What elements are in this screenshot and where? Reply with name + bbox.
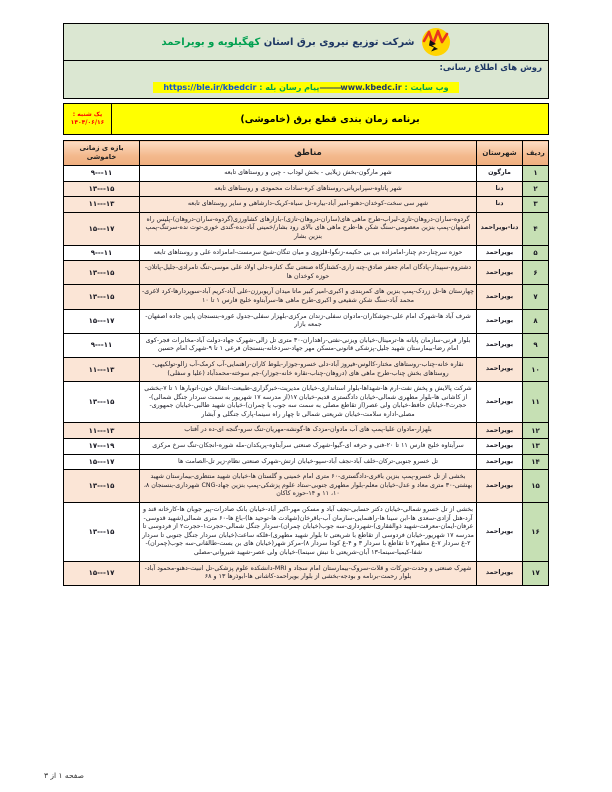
- row-number-cell: ۲: [523, 181, 549, 197]
- row-number-cell: ۱۴: [523, 454, 549, 470]
- county-cell: دنا: [477, 197, 523, 213]
- county-cell: بویراحمد: [477, 382, 523, 423]
- county-cell: بویراحمد: [477, 245, 523, 261]
- row-number-cell: ۸: [523, 309, 549, 333]
- regions-cell: بلهزار-مادوان علیا-پمپ های آب مادوان-مزدک ها-گونشه-مهریان-تنگ سرو-گنجه ای-ده در آفتاب: [140, 423, 477, 439]
- table-row: [64, 561, 549, 585]
- document-header: [63, 23, 549, 99]
- regions-cell: دشتروم-سپیدار-پادگان امام جعفر صادق-چنه زاری-کشتارگاه صنعتی تنگ کناره-دلی اولاد علی موسی-تنگ تامرادی-جلیل-پاتلان-حوزه کوخدان ها: [140, 261, 477, 285]
- time-range-cell: ۱۳---۱۵: [64, 503, 140, 562]
- row-number-cell: ۱۲: [523, 423, 549, 439]
- table-row: [64, 382, 549, 423]
- regions-cell: بخشی از تل خسرو-پمپ بنزین باقری-دادگستری-۶۰ متری امام خمینی و گلستان ها-خیابان شهید منتظری-بیمارستان شهید بهشتی-۳۰ متری معاد و عدل-خیابان معلم-بلوار مطهری جنوبی-ستاد علوم پزشکی-پمپ بنزین جهاد-CNG شهرداری-بنسنجان ۸، ۱۰، ۱۱ و ۱۴-حوزه کاکان: [140, 470, 477, 503]
- header-regions: مناطق: [140, 141, 477, 166]
- time-range-cell: ۱۵---۱۷: [64, 454, 140, 470]
- regions-cell: سرآبتاوه خلیج فارس ۱۱ تا ۲۰-فنی و حرفه ای-گیوا-شهرک صنعتی سرآبتاوه-پریکدان-مله شوره-انجکان-تنگ سرخ مرکزی: [140, 439, 477, 455]
- time-range-cell: ۱۳---۱۵: [64, 470, 140, 503]
- table-row: [64, 439, 549, 455]
- schedule-table-body: [64, 166, 549, 586]
- outage-schedule-table: [63, 140, 549, 586]
- regions-cell: نقاره خانه-چناب-روستاهای مختار-کالوس-فیروز آباد-دلی خسرو-جوزار-بلوط کاران-راهنمایی-آب کرمک-آب زالو-تولکیهی-روستاهای بخش چناب-طرح ماهی های (دروهان-چناب-نقاره خانه-جوزار)-جم سوخته-محمدآباد (علیا و سفلی): [140, 357, 477, 381]
- row-number-cell: ۱۰: [523, 357, 549, 381]
- table-row: [64, 423, 549, 439]
- regions-cell: حوزه سرچنار-دم چنار-امامزاده بی بی حکیمه-زنگوا-قلزوی و میان تنگان-شیخ سرمست-امامزاده علی و روستاهای تابعه: [140, 245, 477, 261]
- regions-cell: شرف آباد ها-شهرک امام علی-جوشکاران-مادوان سفلی-زندان مرکزی-بلهزار سفلی-جدول غوره-بنسنجان پایین جاده اصفهان-جمعه بازار: [140, 309, 477, 333]
- company-name-prefix: شرکت توزیع نیروی برق استان: [263, 36, 415, 48]
- title-bar: [63, 103, 549, 135]
- time-range-cell: ۱۵---۱۷: [64, 309, 140, 333]
- time-range-cell: ۱۱---۱۳: [64, 197, 140, 213]
- header-county: شهرستان: [477, 141, 523, 166]
- date-label: یک شنبه :: [72, 111, 103, 118]
- county-cell: بویراحمد: [477, 454, 523, 470]
- county-cell: بویراحمد: [477, 470, 523, 503]
- time-range-cell: ۱۵---۱۷: [64, 561, 140, 585]
- regions-cell: بخشی از تل خسرو شمالی-خیابان دکتر حسابی-نجف آباد و مسکن مهر-اکبر آباد-خیابان بانک صادرات-پیر جوبان ها-کارخانه قند و آرد-هتل آزادی-سعدی ها-ابن سینا ها-راهنمایی-سازمان آب-باقرخان(شهادت ها-توحید ها)-باغ ها-۶۰ متری شمالی(شهید قدوسی-عرفان-ایمان-معرفت-شهید ذوالفقاری)-شهرداری-سه جوب(خیابان چمران)-سردار جنگل شمالی-حجرت۱-حجرت۲ از فردوسی تا مدرسه ۱۷ شهریور-خیابان فردوسی از تقاطع با شریعتی تا بلوار شهید مطهری)-فلکه ساعت(خیابان سردار جنگل جنوبی تا سردار ۲-غ سردار ۷-غ مطهر۲ تا تقاطع با سردار ۳ و ۴-غ کودا سردار ۸)-مرکز شهر(خیابان های بن بست-طالقانی-سه جوب(چمران)-شفا-کیمیا-سینما-۱۳ آبان-شریعتی تا نبش سینما)-خیابان ولی عصر-شهید شیروانی-مصلی: [140, 503, 477, 562]
- regions-cell: چهارستان ها-تل زردک-پمپ بنزین های کمربندی و اکبری-امیر کبیر ماتا میدان آریوبرزن-علی آباد-کریم آباد-سوپردارها-کرد لاغری-محمد آباد-سنگ شکن شفیعی و اکبری-طرح ماهی ها-سرآبتاوه خلیج فارس ۱ تا ۱۰: [140, 285, 477, 309]
- separator-dashes: ———: [319, 83, 341, 92]
- table-row: [64, 212, 549, 245]
- time-range-cell: ۱۳---۱۵: [64, 382, 140, 423]
- regions-cell: شهر پاتاوه-سپرابریانی-روستاهای کره-سادات محمودی و روستاهای تابعه: [140, 181, 477, 197]
- table-row: [64, 503, 549, 562]
- time-range-cell: ۱۳---۱۵: [64, 285, 140, 309]
- row-number-cell: ۴: [523, 212, 549, 245]
- county-cell: دنا-بویراحمد: [477, 212, 523, 245]
- table-row: [64, 470, 549, 503]
- time-range-cell: ۱۳---۱۵: [64, 261, 140, 285]
- table-row: [64, 166, 549, 182]
- table-row: [64, 309, 549, 333]
- header-row-number: ردیف: [523, 141, 549, 166]
- county-cell: مارگون: [477, 166, 523, 182]
- time-range-cell: ۱۵---۱۷: [64, 212, 140, 245]
- county-cell: بویراحمد: [477, 333, 523, 357]
- time-range-cell: ۹---۱۱: [64, 245, 140, 261]
- regions-cell: شرکت پالایش و پخش نفت-ارم ها-شهداها-بلوار استانداری-خیابان مدیریت-خبرگزاری-طبیعت-انتقال خون-اتوبارها ۱ تا ۷-بخشی از کاشانی ها-بلوار مطهری شمالی-خیابان دادگستری قدیم-خیابان ۱۷(از مدرسه ۱۷ شهریور به سمت سردار جنگل شمالی)-حجرت۳-خیابان حافظ-خیابان ولی عصر(از تقاطع مصلی به سمت سه جوب یا چمران)-خیابان شهید طالبی-خیابان جمهوری-مصلی-اداره سلامت-خیابان شریعتی شمالی تا چهار راه سینما-پارک جنگلی و آبشار: [140, 382, 477, 423]
- info-methods-label: روش های اطلاع رسانی:: [439, 63, 542, 73]
- county-cell: بویراحمد: [477, 561, 523, 585]
- table-row: [64, 245, 549, 261]
- row-number-cell: ۱: [523, 166, 549, 182]
- company-title-band: [64, 24, 548, 61]
- time-range-cell: ۹---۱۱: [64, 333, 140, 357]
- time-range-cell: ۹---۱۱: [64, 166, 140, 182]
- table-row: [64, 261, 549, 285]
- header-time-range: بازه ی زمانی خاموشی: [64, 141, 140, 166]
- row-number-cell: ۹: [523, 333, 549, 357]
- county-cell: بویراحمد: [477, 423, 523, 439]
- row-number-cell: ۷: [523, 285, 549, 309]
- table-row: [64, 333, 549, 357]
- website-link[interactable]: www.kbedc.ir: [340, 83, 402, 92]
- contact-strip: [153, 82, 458, 93]
- regions-cell: شهر سی سخت-کوخدان-دهنو-امیر آباد-بیاره-تل سیاه-کریک-دارشاهی و سایر روستاهای تابعه: [140, 197, 477, 213]
- company-name: [162, 37, 415, 48]
- regions-cell: شهرک صنعتی و وحدت-تورکات و قلات-سروک-بیمارستان امام سجاد و MRI-دانشکده علوم پزشکی-تل انبیت-دهنو-محمود آباد-بلوار رحمت-برنامه و بودجه-بخشی از بلوار بویراحمد-کاشانی ها-ابوذرها ۱۳ و ۶۸: [140, 561, 477, 585]
- table-row: [64, 181, 549, 197]
- table-header-row: [64, 141, 549, 166]
- regions-cell: شهر مارگون-بخش زیلایی - بخش لوداب - چین و روستاهای تابعه: [140, 166, 477, 182]
- row-number-cell: ۱۷: [523, 561, 549, 585]
- date-cell: [64, 104, 111, 134]
- row-number-cell: ۱۳: [523, 439, 549, 455]
- county-cell: بویراحمد: [477, 357, 523, 381]
- time-range-cell: ۱۱---۱۳: [64, 423, 140, 439]
- county-cell: بویراحمد: [477, 285, 523, 309]
- table-row: [64, 197, 549, 213]
- info-methods-band: [64, 61, 548, 98]
- regions-cell: گردوه-ساران-دروهان-تازی-لیراب-طرح ماهی های(ساران-دروهان-تازی)-بازارهای کشاورزی(گردوه-ساران-دروهان)-پلیس راه اصفهان-پمپ بنزین معصومی-سنگ شکن ها-طرح ماهی های بالای رود بشار/خمینی آباد-نده-گندی خوری-توت نده-سرتنگ-پمپ بنزین بشار: [140, 212, 477, 245]
- company-logo-icon: [421, 27, 451, 57]
- regions-cell: تل خسرو جنوبی-ترکان-خلف آباد-نجف آباد-سپو-خیابان ارتش-شهرک صنعتی نظام-زیر تل-الصامت ها: [140, 454, 477, 470]
- row-number-cell: ۱۵: [523, 470, 549, 503]
- regions-cell: بلوار قرنی-سازمان پایانه ها-ترمینال-خیابان ویزنی-نفتی-راهداران-۳۰ متری تل زالی-شهرک جهاد-دولت آباد-مخابرات فجر-کوی امام رضا-بیمارستان شهید جلیل-پزشکی قانونی-مسکن مهر جهاد-سردخانه-بنسنجان فرعی ۱ تا ۹-شهرک امام حسین: [140, 333, 477, 357]
- row-number-cell: ۵: [523, 245, 549, 261]
- company-name-province: کهگیلویه و بویراحمد: [161, 36, 261, 48]
- county-cell: دنا: [477, 181, 523, 197]
- row-number-cell: ۱۶: [523, 503, 549, 562]
- table-row: [64, 357, 549, 381]
- page-number: صفحه ۱ از ۳: [44, 771, 84, 780]
- website-label: وب سایت :: [404, 83, 449, 92]
- row-number-cell: ۳: [523, 197, 549, 213]
- time-range-cell: ۱۷---۱۹: [64, 439, 140, 455]
- row-number-cell: ۱۱: [523, 382, 549, 423]
- page-title: برنامه زمان بندی قطع برق (خاموشی): [111, 104, 548, 134]
- county-cell: بویراحمد: [477, 309, 523, 333]
- county-cell: بویراحمد: [477, 503, 523, 562]
- date-value: ۱۴۰۴/۰۶/۱۶: [70, 119, 105, 126]
- table-row: [64, 454, 549, 470]
- row-number-cell: ۶: [523, 261, 549, 285]
- county-cell: بویراحمد: [477, 261, 523, 285]
- time-range-cell: ۱۱---۱۳: [64, 357, 140, 381]
- contact-line: [64, 75, 548, 94]
- messenger-link[interactable]: https://ble.ir/kbedcir: [163, 83, 257, 92]
- messenger-label: پیام رسان بله :: [259, 83, 320, 92]
- table-row: [64, 285, 549, 309]
- time-range-cell: ۱۳---۱۵: [64, 181, 140, 197]
- county-cell: بویراحمد: [477, 439, 523, 455]
